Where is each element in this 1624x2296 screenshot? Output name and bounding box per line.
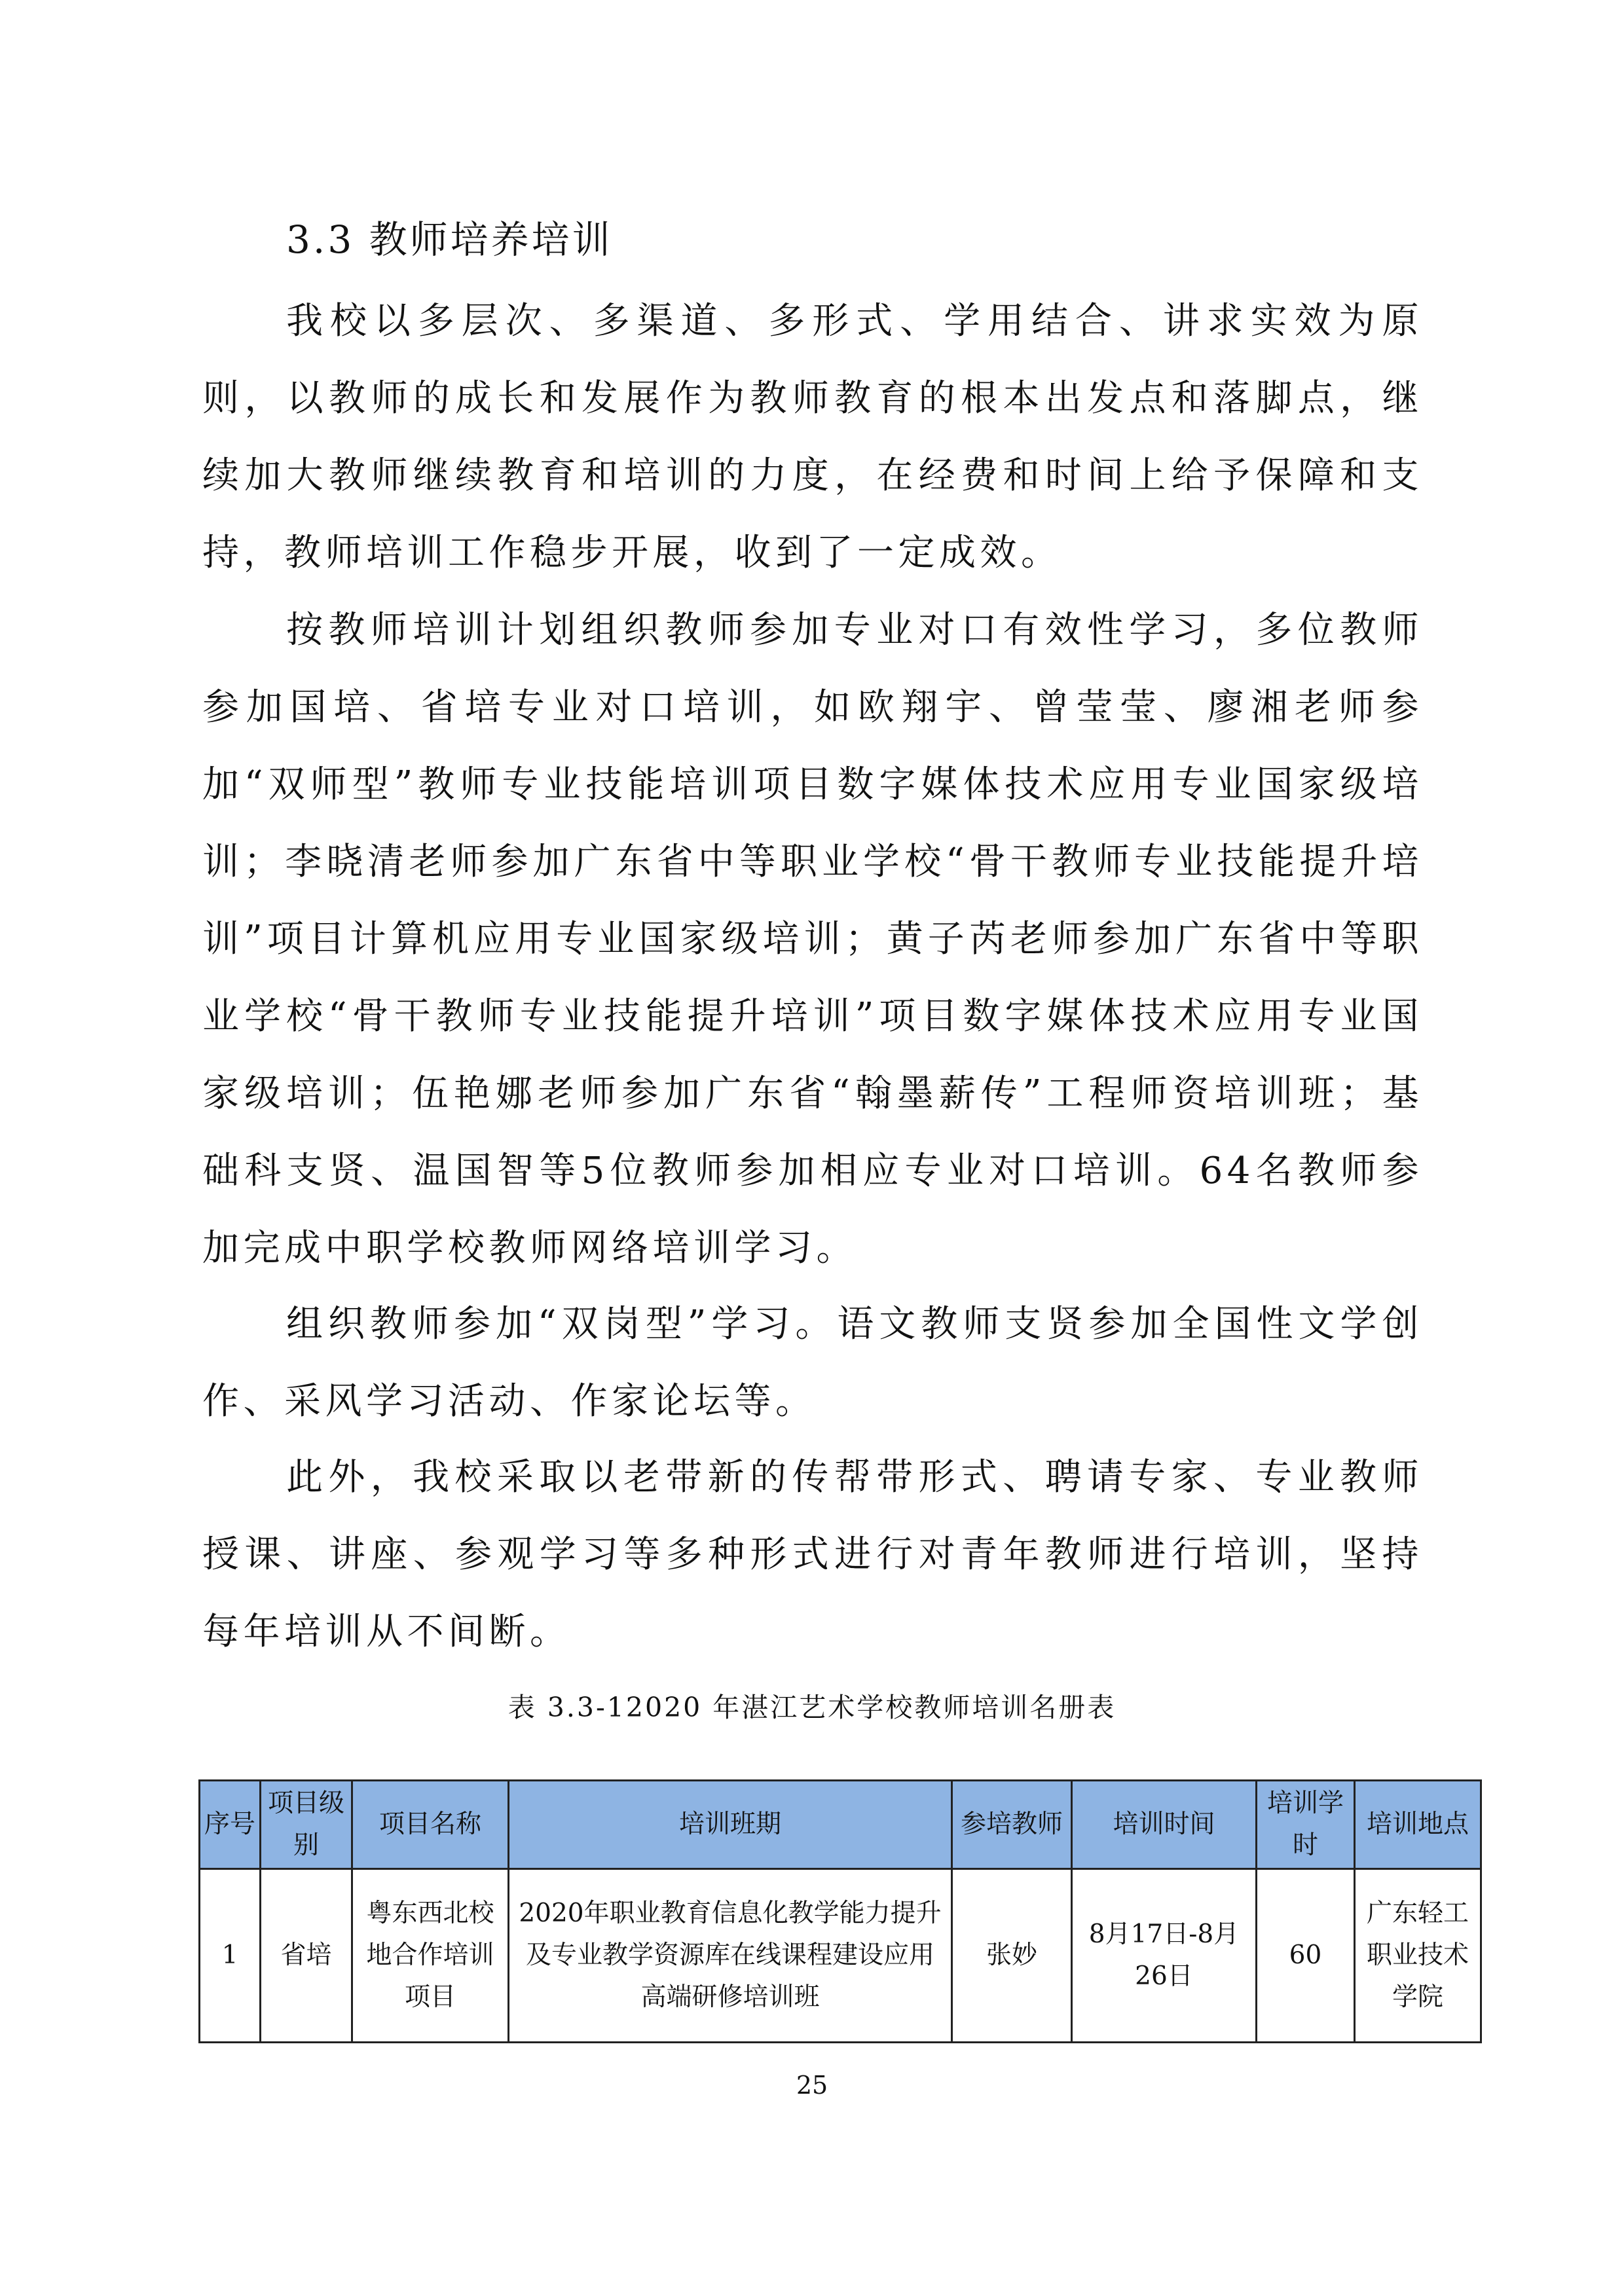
cell-training-hours: 60: [1257, 1869, 1355, 2043]
table-caption: 表 3.3-12020 年湛江艺术学校教师培训名册表: [507, 1692, 1116, 1723]
paragraph-training-programs: 按教师培训计划组织教师参加专业对口有效性学习，多位教师参加国培、省培专业对口培训，如欧翔宇、曾莹莹、廖湘老师参加“双师型”教师专业技能培训项目数字媒体技术应用专业国家级培训；李晓清老师参加广东省中等职业学校“骨干教师专业技能提升培训”项目计算机应用专业国家级培训；黄子芮老师参加广东省中等职业学校“骨干教师专业技能提升培训”项目数字媒体技术应用专业国家级培训；伍艳娜老师参加广东省“翰墨薪传”工程师资培训班；基础科支贤、温国智等5位教师参加相应专业对口培训。64名教师参加完成中职学校教师网络培训学习。: [202, 609, 1423, 1269]
header-training-time: 培训时间: [1072, 1781, 1257, 1869]
training-roster-table: [198, 1779, 1482, 2043]
section-title: 3.3 教师培养培训: [286, 217, 613, 262]
cell-level: 省培: [261, 1869, 352, 2043]
cell-training-session: 2020年职业教育信息化教学能力提升及专业教学资源库在线课程建设应用高端研修培训班: [509, 1869, 952, 2043]
paragraph-dual-post-study: 组织教师参加“双岗型”学习。语文教师支贤参加全国性文学创作、采风学习活动、作家论坛等。: [202, 1303, 1423, 1423]
header-project-name: 项目名称: [352, 1781, 509, 1869]
header-level: 项目级别: [261, 1781, 352, 1869]
cell-training-location: 广东轻工职业技术学院: [1355, 1869, 1481, 2043]
cell-project-name: 粤东西北校地合作培训项目: [352, 1869, 509, 2043]
cell-teacher: 张妙: [952, 1869, 1072, 2043]
table-header-row: [200, 1781, 1481, 1869]
header-training-hours: 培训学时: [1257, 1781, 1355, 1869]
cell-training-time: 8月17日-8月26日: [1072, 1869, 1257, 2043]
header-training-session: 培训班期: [509, 1781, 952, 1869]
paragraph-mentoring: 此外，我校采取以老带新的传帮带形式、聘请专家、专业教师授课、讲座、参观学习等多种形式进行对青年教师进行培训，坚持每年培训从不间断。: [202, 1456, 1423, 1653]
header-training-location: 培训地点: [1355, 1781, 1481, 1869]
header-index: 序号: [200, 1781, 261, 1869]
cell-index: 1: [200, 1869, 261, 2043]
page-number: 25: [796, 2071, 828, 2100]
table-row: [200, 1869, 1481, 2043]
paragraph-training-principles: 我校以多层次、多渠道、多形式、学用结合、讲求实效为原则，以教师的成长和发展作为教师教育的根本出发点和落脚点，继续加大教师继续教育和培训的力度，在经费和时间上给予保障和支持，教师培训工作稳步开展，收到了一定成效。: [202, 300, 1423, 574]
header-teacher: 参培教师: [952, 1781, 1072, 1869]
